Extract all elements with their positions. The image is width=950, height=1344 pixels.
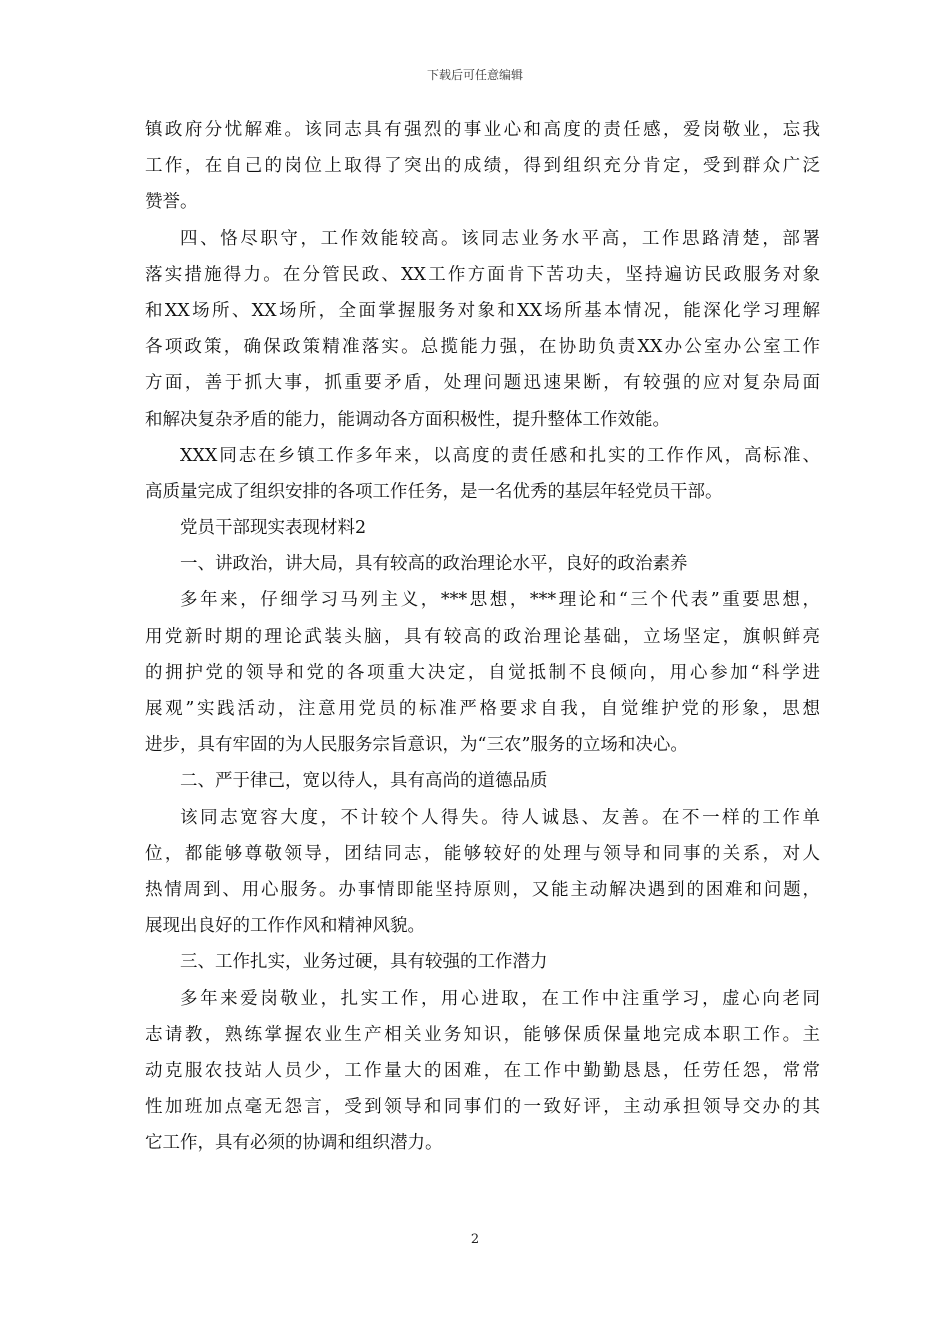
text-line: 动克服农技站人员少，工作量大的困难，在工作中勤勤恳恳，任劳任怨，常常 bbox=[145, 1060, 820, 1081]
text-line: 性加班加点毫无怨言，受到领导和同事们的一致好评，主动承担领导交办的其 bbox=[145, 1097, 820, 1118]
text-line: 多年来，仔细学习马列主义，***思想，***理论和“三个代表”重要思想， bbox=[180, 590, 820, 611]
text-line: 高质量完成了组织安排的各项工作任务，是一名优秀的基层年轻党员干部。 bbox=[145, 481, 723, 502]
text-line: 一、讲政治，讲大局，具有较高的政治理论水平，良好的政治素养 bbox=[180, 554, 688, 575]
text-line: 各项政策，确保政策精准落实。总揽能力强，在协助负责XX办公室办公室工作 bbox=[145, 337, 820, 358]
text-line: 用党新时期的理论武装头脑，具有较高的政治理论基础，立场坚定，旗帜鲜亮 bbox=[145, 626, 820, 647]
text-line: 的拥护党的领导和党的各项重大决定，自觉抵制不良倾向，用心参加“科学进 bbox=[145, 662, 820, 683]
text-line: 三、工作扎实，业务过硬，具有较强的工作潜力 bbox=[180, 952, 548, 973]
text-line: 方面，善于抓大事，抓重要矛盾，处理问题迅速果断，有较强的应对复杂局面 bbox=[145, 373, 820, 394]
text-line: XXX同志在乡镇工作多年来，以高度的责任感和扎实的工作作风，高标准、 bbox=[180, 445, 820, 466]
page-number: 2 bbox=[470, 1232, 480, 1247]
text-line: 展观”实践活动，注意用党员的标准严格要求自我，自觉维护党的形象，思想 bbox=[145, 699, 820, 719]
text-line: 该同志宽容大度，不计较个人得失。待人诚恳、友善。在不一样的工作单 bbox=[180, 807, 820, 828]
text-line: 位，都能够尊敬领导，团结同志，能够较好的处理与领导和同事的关系，对人 bbox=[145, 843, 820, 864]
text-line: 志请教，熟练掌握农业生产相关业务知识，能够保质保量地完成本职工作。主 bbox=[145, 1024, 820, 1045]
text-line: 党员干部现实表现材料2 bbox=[180, 518, 367, 539]
text-line: 进步，具有牢固的为人民服务宗旨意识，为“三农”服务的立场和决心。 bbox=[145, 735, 688, 756]
text-line: 落实措施得力。在分管民政、XX工作方面肯下苦功夫，坚持遍访民政服务对象 bbox=[145, 264, 820, 285]
text-line: 热情周到、用心服务。办事情即能坚持原则，又能主动解决遇到的困难和问题， bbox=[145, 879, 820, 900]
text-line: 镇政府分忧解难。该同志具有强烈的事业心和高度的责任感，爱岗敬业，忘我 bbox=[145, 120, 820, 140]
text-line: 展现出良好的工作作风和精神风貌。 bbox=[145, 916, 425, 937]
text-line: 四、恪尽职守，工作效能较高。该同志业务水平高，工作思路清楚，部署 bbox=[180, 228, 820, 249]
text-line: 二、严于律己，宽以待人，具有高尚的道德品质 bbox=[180, 771, 548, 792]
text-line: 赞誉。 bbox=[145, 192, 198, 213]
text-line: 它工作，具有必须的协调和组织潜力。 bbox=[145, 1133, 443, 1154]
text-line: 多年来爱岗敬业，扎实工作，用心进取，在工作中注重学习，虚心向老同 bbox=[180, 988, 820, 1009]
text-line: 和XX场所、XX场所，全面掌握服务对象和XX场所基本情况，能深化学习理解 bbox=[145, 300, 820, 321]
text-line: 和解决复杂矛盾的能力，能调动各方面积极性，提升整体工作效能。 bbox=[145, 409, 670, 430]
document-body bbox=[145, 112, 820, 1161]
page-header: 下载后可任意编辑 bbox=[426, 68, 523, 82]
text-line: 工作，在自己的岗位上取得了突出的成绩，得到组织充分肯定，受到群众广泛 bbox=[145, 156, 820, 177]
